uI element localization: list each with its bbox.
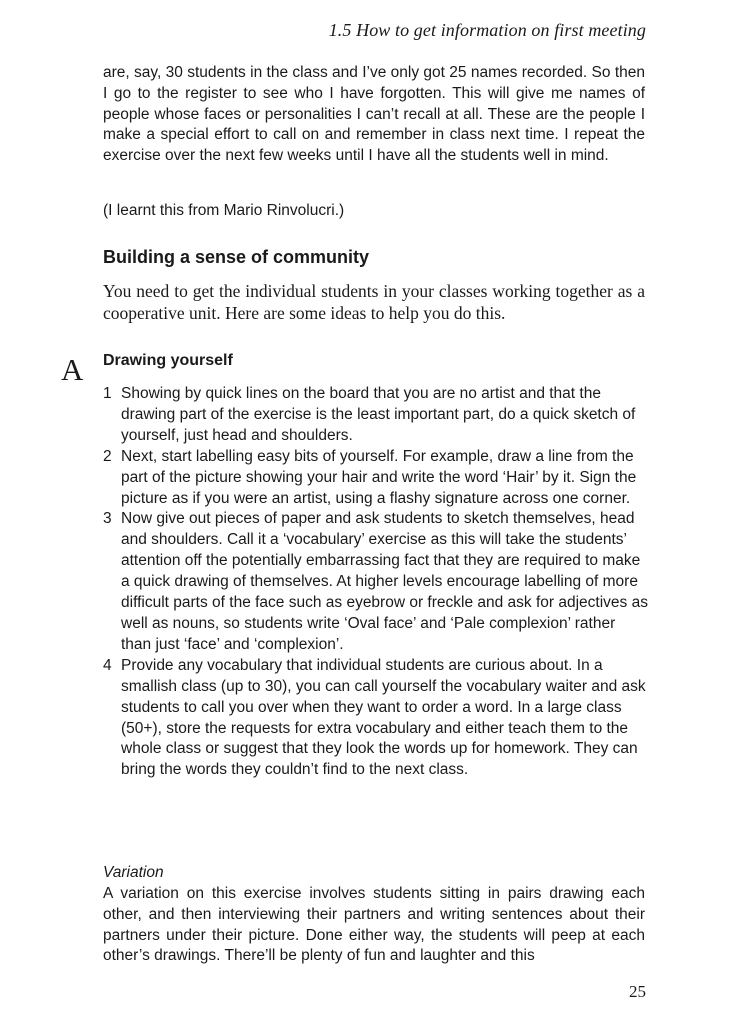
credit-line: (I learnt this from Mario Rinvolucri.) [103,202,345,219]
step-number: 3 [103,510,112,528]
step-number: 1 [103,385,112,402]
step-text: Next, start labelling easy bits of yourself. For example, draw a line from the part of the picture showing your hair and write the word ‘Hair’ by it. Sign the picture as if you were an artist, using a flashy signature across one corner. [121,447,637,507]
list-item [103,384,648,447]
list-item [103,509,648,655]
step-number: 4 [103,656,112,674]
activity-title: Drawing yourself [103,352,233,369]
section-heading: Building a sense of community [103,247,370,267]
activity-marker: A [61,352,84,387]
list-item [103,447,648,510]
page-number: 25 [629,982,646,1001]
section-intro: You need to get the individual students in your classes working together as a cooperative unit. Here are some ideas to help you do this. [103,281,645,323]
step-text: Now give out pieces of paper and ask students to sketch themselves, head and shoulders. Call it a ‘vocabulary’ exercise as this will take the students’ attention off the potentially embarrassing fact that they are required to make a quick drawing of themselves. At higher levels encourage labelling of more difficult parts of the face such as eyebrow or freckle and ask for adjectives as well as nouns, so students write ‘Oval face’ and ‘Pale complexion’ rather than just ‘face’ and ‘complexion’. [121,510,648,653]
step-text: Showing by quick lines on the board that you are no artist and that the drawing part of the exercise is the least important part, do a quick sketch of yourself, just head and shoulders. [121,385,636,444]
variation-paragraph: A variation on this exercise involves students sitting in pairs drawing each other, and then interviewing their partners and writing sentences about their partners under their picture. Done either way, the students will peep at each other’s drawings. There’ll be plenty of fun and laughter and this [103,885,645,965]
list-item [103,656,648,781]
steps-list [103,384,648,781]
variation-label: Variation [103,864,164,881]
step-number: 2 [103,447,112,465]
running-head: 1.5 How to get information on first meeting [328,20,646,40]
step-text: Provide any vocabulary that individual students are curious about. In a smallish class (up to 30), you can call yourself the vocabulary waiter and ask students to call you over when they want to order a word. In a large class (50+), store the requests for extra vocabulary and either teach them to the whole class or suggest that they look the words up for homework. They can bring the words they couldn’t find to the next class. [121,656,646,779]
intro-paragraph: are, say, 30 students in the class and I’ve only got 25 names recorded. So then I go to the register to see who I have forgotten. This will give me names of people whose faces or personalities I can’t recall at all. These are the people I make a special effort to call on and remember in class next time. I repeat the exercise over the next few weeks until I have all the students well in mind. [103,64,645,165]
